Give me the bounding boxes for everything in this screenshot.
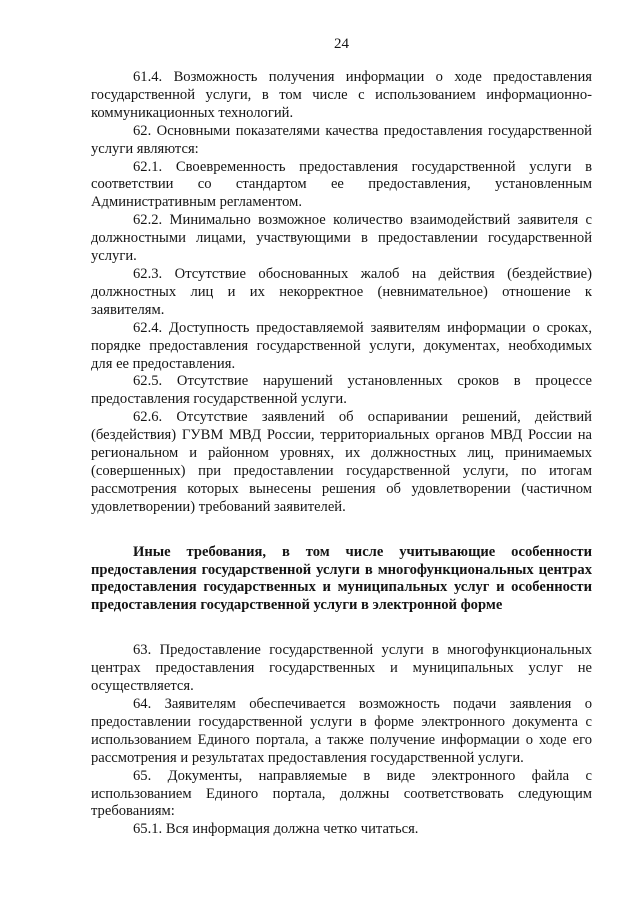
- paragraph-65-1: 65.1. Вся информация должна четко читаться.: [133, 821, 419, 838]
- section-heading: Иные требования, в том числе учитывающие особенности предоставления государственной услуги в многофункциональных центрах предоставления государственных и муниципальных услуг и особенности предоставления государственной услуги в электронной форме: [91, 543, 592, 614]
- paragraph-62-1: 62.1. Своевременность предоставления государственной услуги в соответствии со стандартом ее предоставления, установленным Административным регламентом.: [91, 158, 592, 211]
- paragraph-65: 65. Документы, направляемые в виде электронного файла с использованием Единого портала, должны соответствовать следующим требованиям:: [91, 767, 592, 820]
- paragraph-62-2: 62.2. Минимально возможное количество взаимодействий заявителя с должностными лицами, участвующими в предоставлении государственной услуги.: [91, 212, 592, 265]
- paragraph-62-6: 62.6. Отсутствие заявлений об оспаривании решений, действий (бездействия) ГУВМ МВД России, территориальных органов МВД России на региональном и районном уровнях, их должностных лиц, принимаемых (совершенных) при предоставлении государственной услуги, по итогам рассмотрения которых вынесены решения об удовлетворении (частичном удовлетворении) требований заявителей.: [91, 409, 592, 515]
- paragraph-61-4: 61.4. Возможность получения информации о ходе предоставления государственной услуги, в том числе с использованием информационно-коммуникационных технологий.: [91, 69, 592, 121]
- paragraph-63: 63. Предоставление государственной услуги в многофункциональных центрах предоставления государственных и муниципальных услуг не осуществляется.: [91, 642, 592, 695]
- paragraph-64: 64. Заявителям обеспечивается возможность подачи заявления о предоставлении государственной услуги в форме электронного документа с использованием Единого портала, а также получение информации о ходе его рассмотрения и результатах предоставления государственной услуги.: [91, 696, 592, 766]
- paragraph-62-3: 62.3. Отсутствие обоснованных жалоб на действия (бездействие) должностных лиц и их некорректное (невнимательное) отношение к заявителям.: [91, 265, 592, 318]
- paragraph-62: 62. Основными показателями качества предоставления государственной услуги являются:: [91, 122, 592, 157]
- paragraph-62-5: 62.5. Отсутствие нарушений установленных сроков в процессе предоставления государственной услуги.: [91, 373, 592, 408]
- page-number: 24: [334, 36, 349, 52]
- paragraph-62-4: 62.4. Доступность предоставляемой заявителям информации о сроках, порядке предоставления государственной услуги, документах, необходимых для ее предоставления.: [91, 319, 592, 372]
